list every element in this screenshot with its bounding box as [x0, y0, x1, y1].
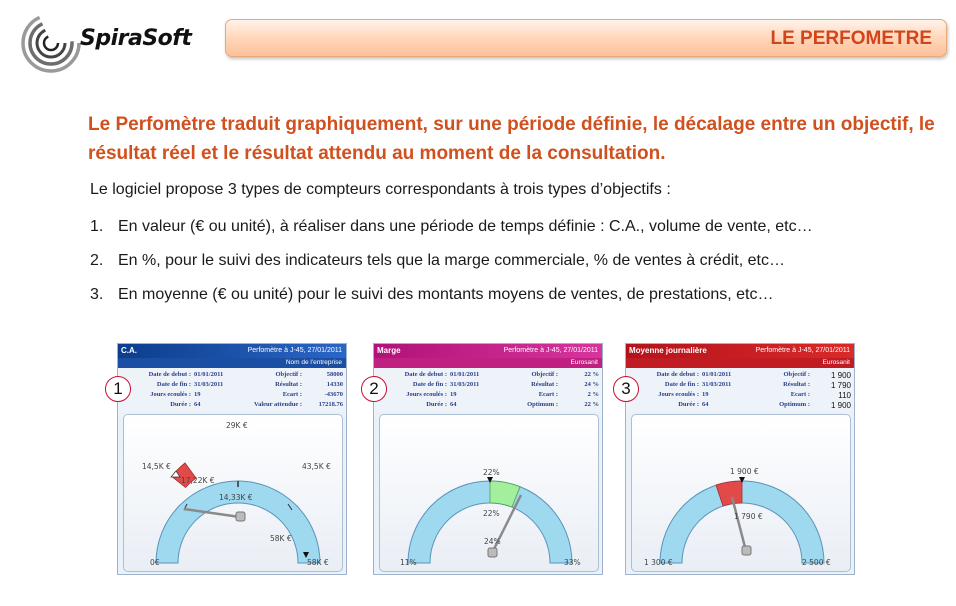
stat-label: Jours ecoulés :: [658, 391, 699, 398]
stat-label: Ecart :: [538, 391, 558, 398]
panel-period: Perfomètre à J-45, 27/01/2011: [247, 347, 342, 354]
panel-stats: [374, 368, 602, 412]
stat-label: Ecart :: [282, 391, 302, 398]
panel-subtitle: Eurosanit: [374, 358, 602, 368]
list-item-text: En %, pour le suivi des indicateurs tels que la marge commerciale, % de ventes à crédit, etc…: [118, 252, 785, 269]
stat-label: Durée :: [170, 401, 191, 408]
panel-stats: [626, 368, 854, 412]
stat-label: Date de debut :: [148, 371, 191, 378]
stat-label: Jours ecoulés :: [406, 391, 447, 398]
stat-value: 2 %: [587, 391, 599, 398]
stat-value: 01/01/2011: [194, 371, 224, 378]
stat-label: Date de fin :: [412, 381, 447, 388]
callout-badge-2: 2: [361, 376, 387, 402]
panel-subtitle: Eurosanit: [626, 358, 854, 368]
list-item-text: En valeur (€ ou unité), à réaliser dans une période de temps définie : C.A., volume de vente, etc…: [118, 218, 813, 235]
stat-label: Date de debut :: [404, 371, 447, 378]
stat-value: 64: [194, 401, 201, 408]
stat-value: 24 %: [584, 381, 599, 388]
gauge-moyenne-journaliere: [631, 414, 851, 572]
stat-value: 14330: [326, 381, 343, 388]
gauge-max-label: 33%: [564, 558, 581, 567]
gauge-left-label: 14,5K €: [142, 462, 171, 471]
gauge-inner-label: 22%: [483, 509, 500, 518]
stat-value: 64: [702, 401, 709, 408]
stat-label: Objectif :: [275, 371, 302, 378]
gauge-result-label: 1 790 €: [734, 512, 763, 521]
stat-value: 19: [702, 391, 709, 398]
stat-label: Durée :: [426, 401, 447, 408]
panel-title: C.A.: [121, 346, 137, 355]
gauge-result-label: 14,33K €: [219, 493, 253, 502]
stat-label: Résultat :: [275, 381, 302, 388]
stat-label: Objectif :: [783, 371, 810, 378]
objective-types-list: [90, 218, 813, 320]
gauge-panel-moyenne-journaliere: [625, 343, 855, 575]
stat-value: 58000: [326, 371, 343, 378]
panel-period: Perfomètre à J-45, 27/01/2011: [503, 347, 598, 354]
stat-label: Objectif :: [531, 371, 558, 378]
panel-header: [118, 344, 346, 358]
gauge-top-label: 22%: [483, 468, 500, 477]
gauge-needle-pivot: [488, 548, 497, 557]
gauge-needle-pivot: [236, 512, 245, 521]
stat-value: 01/01/2011: [450, 371, 480, 378]
list-item: [90, 286, 813, 320]
panel-period: Perfomètre à J-45, 27/01/2011: [755, 347, 850, 354]
page-title-bar: [225, 19, 947, 57]
stat-value: 110: [838, 391, 851, 400]
callout-badge-3: 3: [613, 376, 639, 402]
gauge-marge: [379, 414, 599, 572]
stat-label: Optimum :: [779, 401, 810, 408]
stat-value: 17218.76: [318, 401, 343, 408]
gauge-top-label: 1 900 €: [730, 467, 759, 476]
stat-label: Date de fin :: [664, 381, 699, 388]
gauge-max-label: 2 500 €: [802, 558, 831, 567]
stat-value: 01/01/2011: [702, 371, 732, 378]
gauge-needle: [732, 497, 746, 551]
gauge-result-label: 24%: [484, 537, 501, 546]
gauge-objective-label: 58K €: [270, 534, 292, 543]
stat-label: Date de fin :: [156, 381, 191, 388]
stat-label: Résultat :: [531, 381, 558, 388]
panel-stats: [118, 368, 346, 412]
list-item-number: 1.: [90, 218, 104, 235]
gauge-panel-marge: [373, 343, 603, 575]
stat-value: 1 900: [830, 401, 851, 410]
list-item: [90, 218, 813, 252]
gauge-min-label: 0€: [150, 558, 160, 567]
list-item: [90, 252, 813, 286]
stat-value: 31/03/2011: [194, 381, 224, 388]
gauge-max-label: 58K €: [307, 558, 329, 567]
gauge-top-label: 29K €: [226, 421, 248, 430]
callout-badge-1: 1: [105, 376, 131, 402]
stat-label: Optimum :: [527, 401, 558, 408]
stat-label: Durée :: [678, 401, 699, 408]
stat-value: 19: [450, 391, 457, 398]
list-item-text: En moyenne (€ ou unité) pour le suivi des montants moyens de ventes, de prestations, etc…: [118, 286, 774, 303]
panel-header: [374, 344, 602, 358]
list-item-number: 3.: [90, 286, 104, 303]
gauge-panel-ca: [117, 343, 347, 575]
stat-value: 22 %: [584, 371, 599, 378]
stat-value: 22 %: [584, 401, 599, 408]
gauge-min-label: 11%: [400, 558, 417, 567]
stat-label: Ecart :: [790, 391, 810, 398]
gauge-right-label: 43,5K €: [302, 462, 331, 471]
stat-value: 31/03/2011: [702, 381, 732, 388]
stat-value: -43670: [324, 391, 343, 398]
stat-value: 64: [450, 401, 457, 408]
panel-title: Moyenne journalière: [629, 346, 707, 355]
stat-label: Résultat :: [783, 381, 810, 388]
stat-label: Date de debut :: [656, 371, 699, 378]
gauge-min-label: 1 300 €: [644, 558, 673, 567]
panel-title: Marge: [377, 346, 401, 355]
intro-text: Le logiciel propose 3 types de compteurs correspondants à trois types d’objectifs :: [90, 181, 671, 198]
stat-value: 1 900: [830, 371, 851, 380]
stat-label: Jours ecoulés :: [150, 391, 191, 398]
stat-value: 1 790: [830, 381, 851, 390]
brand-name: SpiraSoft: [80, 26, 192, 51]
lead-paragraph: Le Perfomètre traduit graphiquement, sur une période définie, le décalage entre un objectif, le résultat réel et le résultat attendu au moment de la consultation.: [88, 114, 935, 164]
page-title: LE PERFOMETRE: [770, 28, 932, 49]
spirasoft-logo-icon: [20, 12, 82, 74]
gauge-ca: [123, 414, 343, 572]
panel-subtitle: Nom de l'entreprise: [118, 358, 346, 368]
gauge-needle-pivot: [742, 546, 751, 555]
list-item-number: 2.: [90, 252, 104, 269]
stat-value: 31/03/2011: [450, 381, 480, 388]
panel-header: [626, 344, 854, 358]
stat-label: Valeur attendue :: [253, 401, 302, 408]
gauge-expected-label: 17,22K €: [181, 476, 215, 485]
stat-value: 19: [194, 391, 201, 398]
